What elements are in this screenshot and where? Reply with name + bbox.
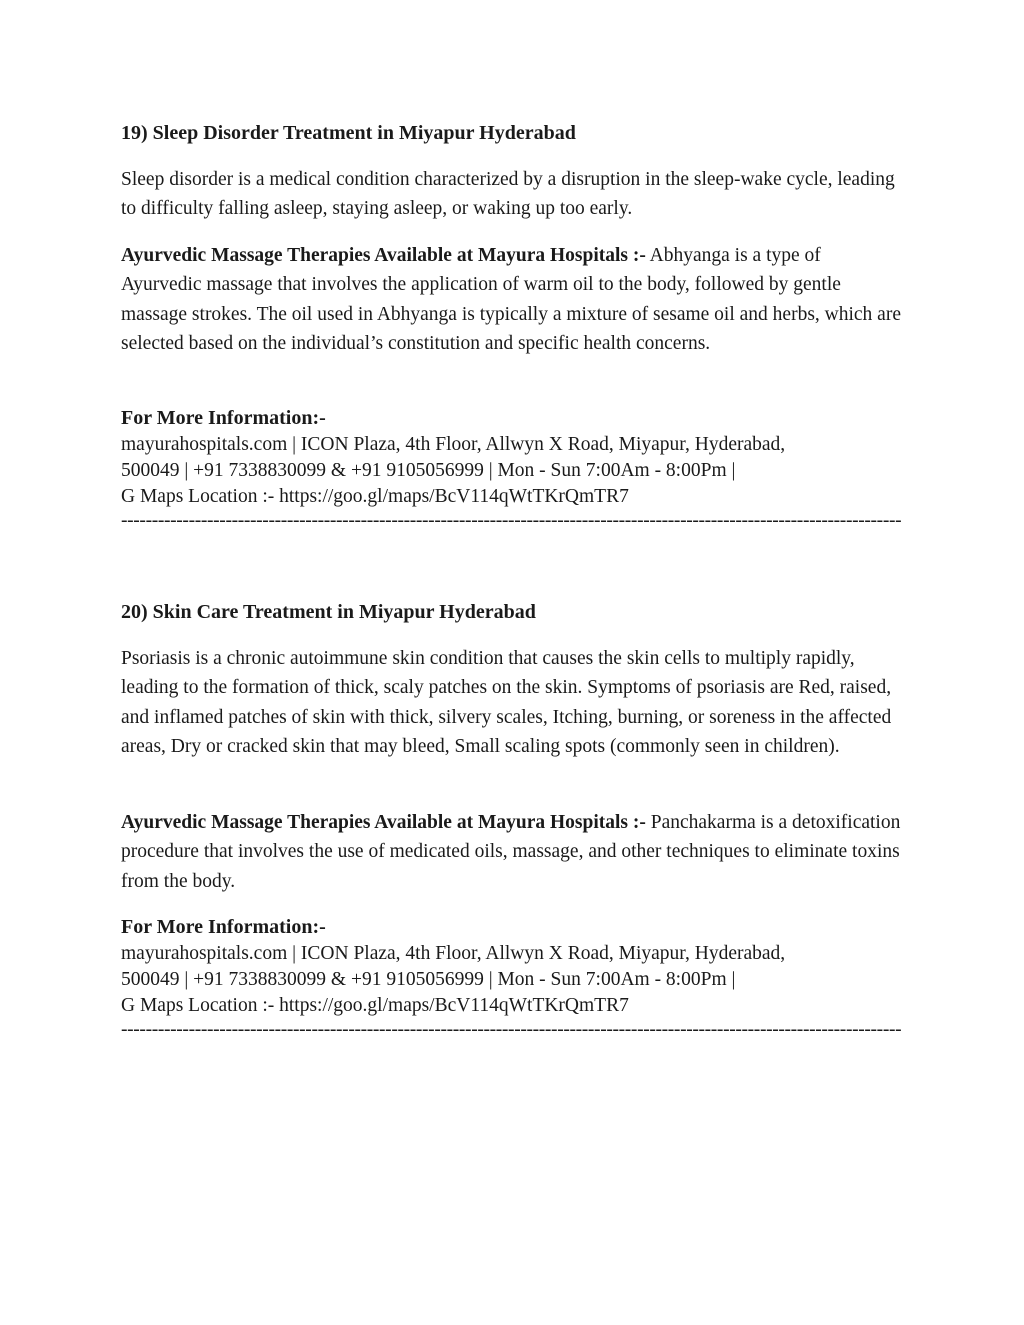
divider: ------------------------------------------------------------------------------------------------------------------------------- (121, 510, 902, 531)
therapy-label: Ayurvedic Massage Therapies Available at Mayura Hospitals :- (121, 245, 646, 266)
section-skin-care (121, 599, 911, 1040)
therapy-text: Panchakarma is a detoxification procedure that involves the use of medicated oils, massage, and other techniques to eliminate toxins from the body. (121, 812, 901, 892)
info-title: For More Information:- (121, 916, 326, 938)
therapy-paragraph (121, 808, 903, 896)
info-address-line: mayurahospitals.com | ICON Plaza, 4th Floor, Allwyn X Road, Miyapur, Hyderabad, (121, 943, 786, 964)
section-heading: 20) Skin Care Treatment in Miyapur Hyderabad (121, 601, 536, 623)
info-maps-line: G Maps Location :- https://goo.gl/maps/BcV114qWtTKrQmTR7 (121, 486, 629, 507)
info-contact-line: 500049 | +91 7338830099 & +91 9105056999 | Mon - Sun 7:00Am - 8:00Pm | (121, 460, 736, 481)
info-address-line: mayurahospitals.com | ICON Plaza, 4th Floor, Allwyn X Road, Miyapur, Hyderabad, (121, 434, 786, 455)
info-maps-line: G Maps Location :- https://goo.gl/maps/BcV114qWtTKrQmTR7 (121, 995, 629, 1016)
info-title: For More Information:- (121, 407, 326, 429)
therapy-text: Abhyanga is a type of Ayurvedic massage that involves the application of warm oil to the body, followed by gentle massage strokes. The oil used in Abhyanga is typically a mixture of sesame oil and herbs, which are selected based on the individual’s constitution and specific health concerns. (121, 245, 901, 355)
section-heading: 19) Sleep Disorder Treatment in Miyapur Hyderabad (121, 122, 576, 144)
description-paragraph: Psoriasis is a chronic autoimmune skin condition that causes the skin cells to multiply rapidly, leading to the formation of thick, scaly patches on the skin. Symptoms of psoriasis are Red, raised, and inflamed patches of skin with thick, silvery scales, Itching, burning, or soreness in the affected areas, Dry or cracked skin that may bleed, Small scaling spots (commonly seen in children). (121, 648, 892, 758)
therapy-label: Ayurvedic Massage Therapies Available at Mayura Hospitals :- (121, 812, 646, 833)
description-paragraph: Sleep disorder is a medical condition characterized by a disruption in the sleep-wake cycle, leading to difficulty falling asleep, staying asleep, or waking up too early. (121, 169, 895, 220)
section-sleep-disorder (121, 120, 911, 531)
therapy-paragraph (121, 241, 903, 359)
info-contact-line: 500049 | +91 7338830099 & +91 9105056999 | Mon - Sun 7:00Am - 8:00Pm | (121, 969, 736, 990)
divider: ------------------------------------------------------------------------------------------------------------------------------- (121, 1019, 902, 1040)
